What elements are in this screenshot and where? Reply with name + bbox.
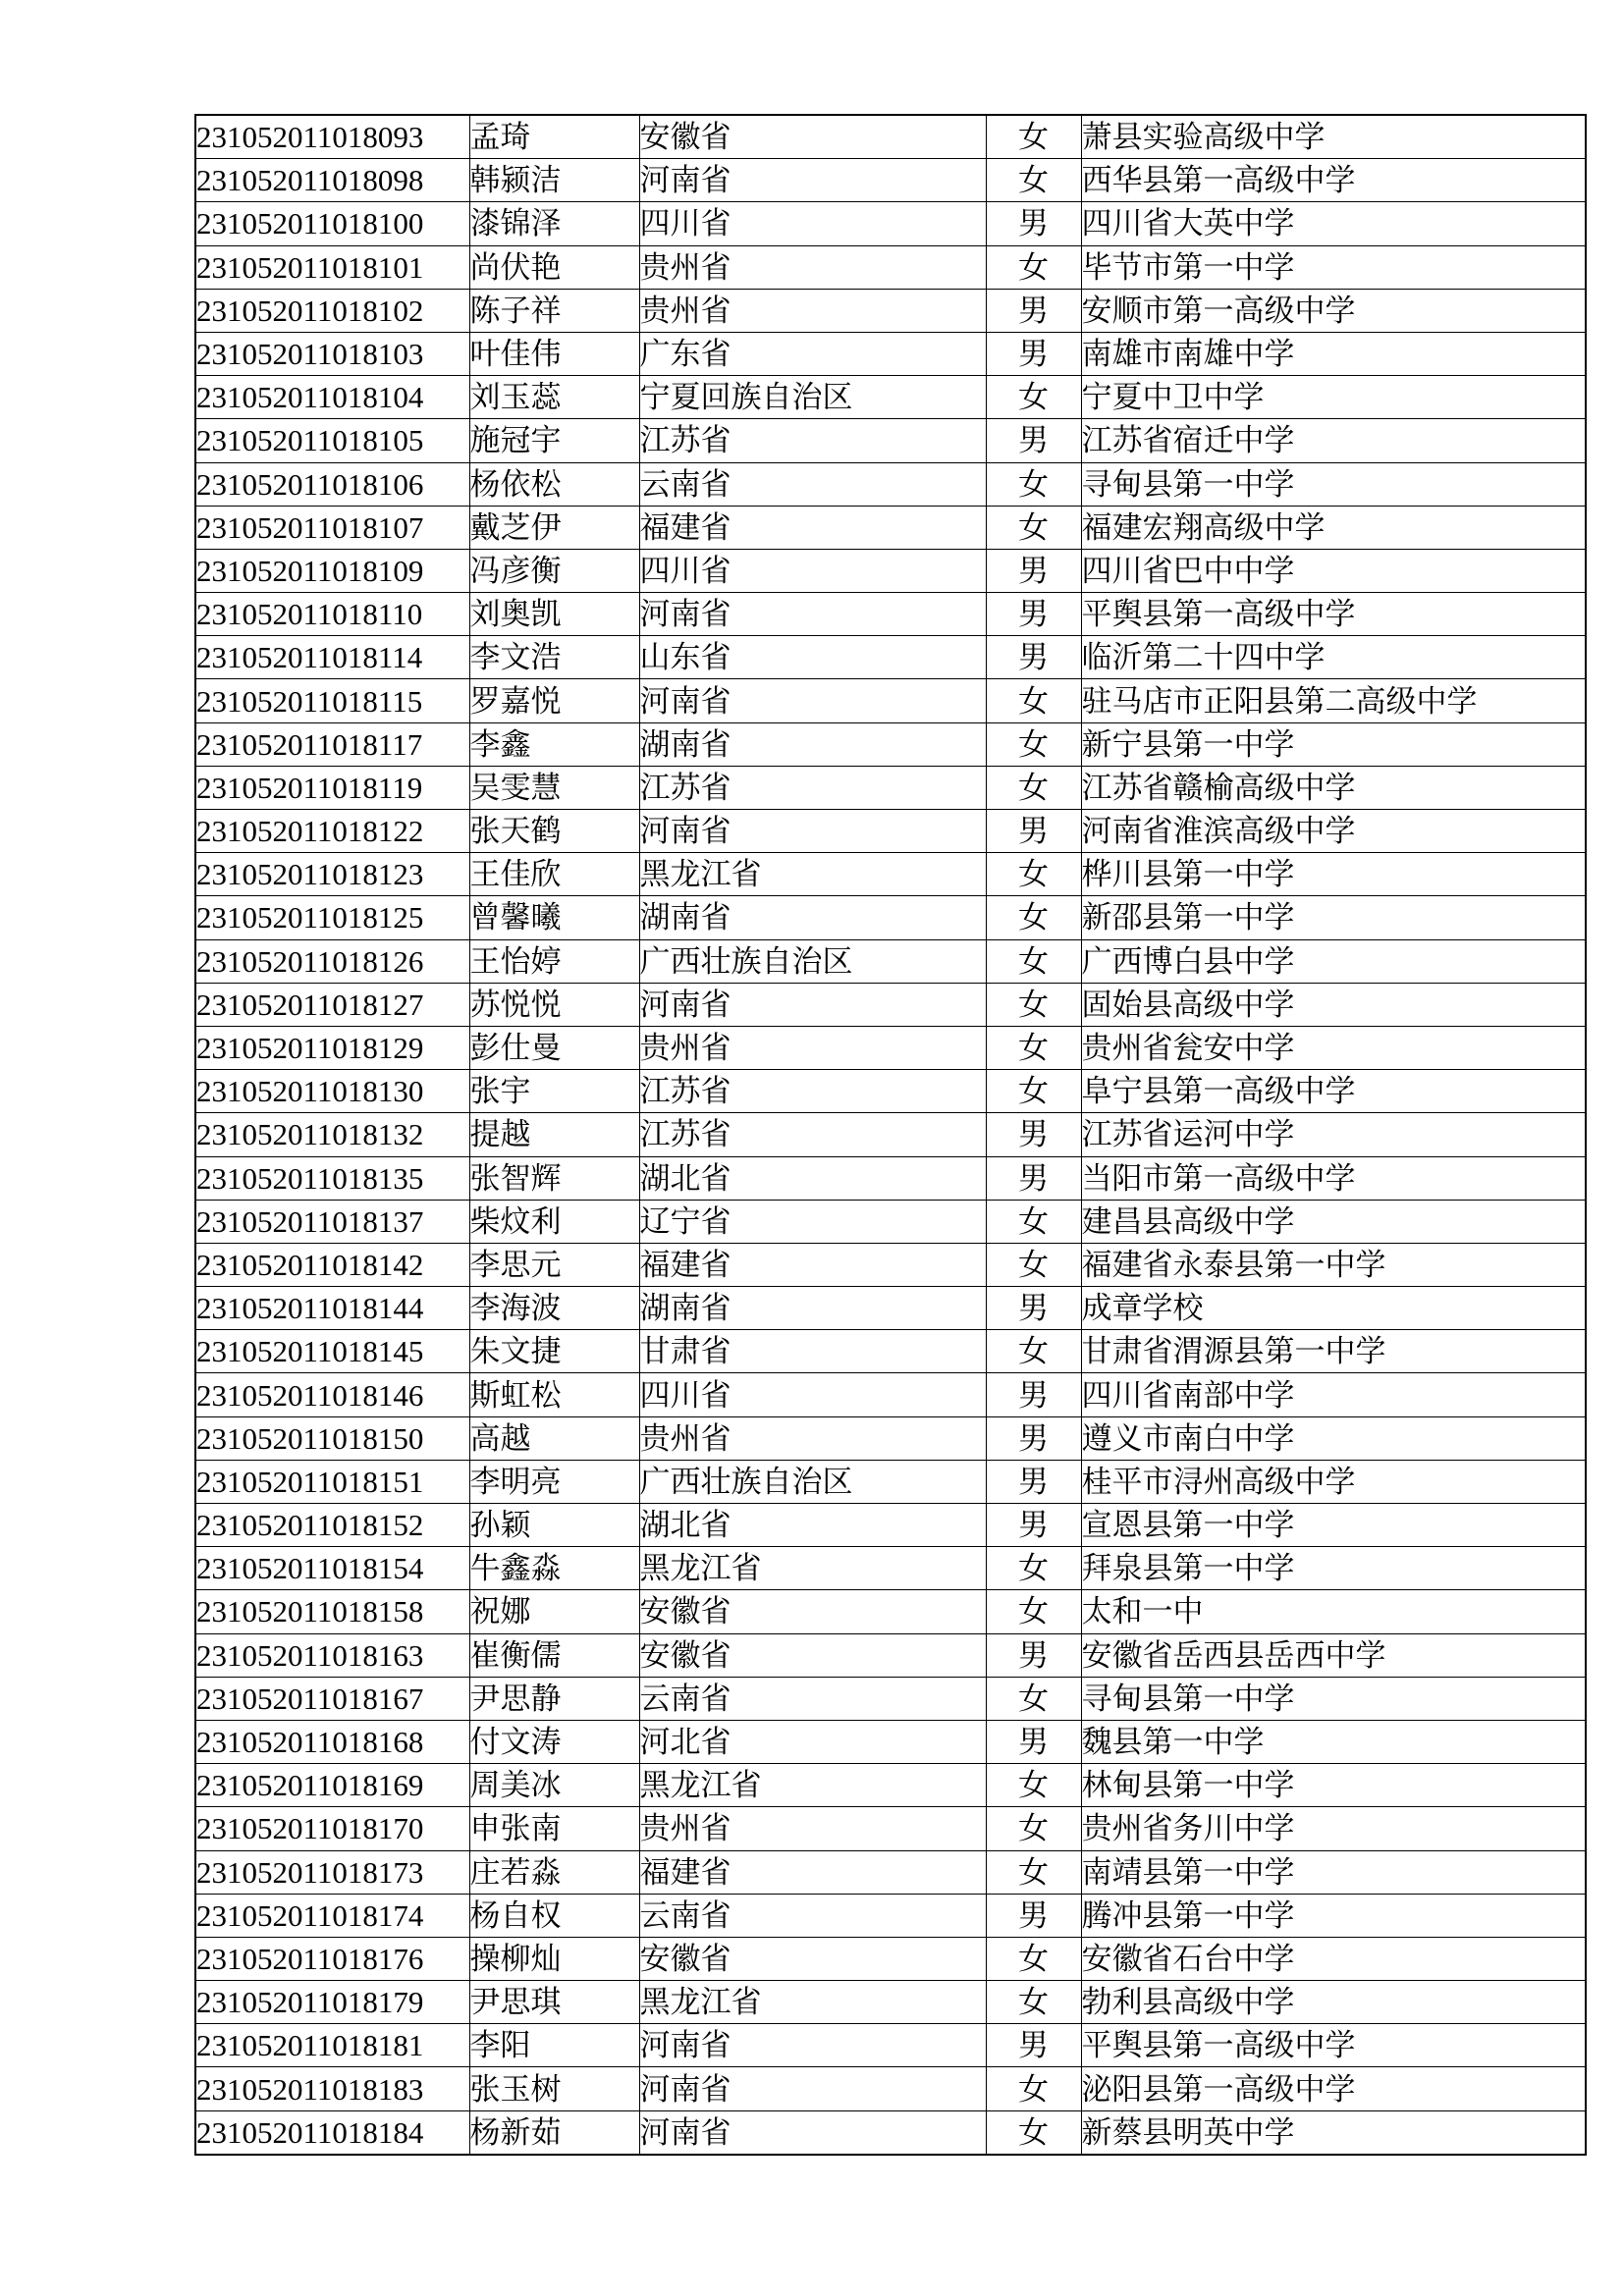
- gender-cell: 女: [986, 1981, 1081, 2024]
- table-row: [195, 419, 1586, 462]
- province-cell: 四川省: [639, 1373, 986, 1416]
- student-name-cell: 朱文捷: [469, 1330, 639, 1373]
- student-roster-table: [194, 114, 1587, 2156]
- student-id-cell: 231052011018158: [195, 1590, 469, 1633]
- province-cell: 江苏省: [639, 1113, 986, 1156]
- student-name-cell: 苏悦悦: [469, 983, 639, 1026]
- school-cell: 遵义市南白中学: [1081, 1416, 1586, 1460]
- gender-cell: 女: [986, 1026, 1081, 1069]
- student-id-cell: 231052011018100: [195, 202, 469, 245]
- student-name-cell: 尹思琪: [469, 1981, 639, 2024]
- province-cell: 宁夏回族自治区: [639, 376, 986, 419]
- student-name-cell: 李鑫: [469, 722, 639, 766]
- province-cell: 江苏省: [639, 419, 986, 462]
- student-id-cell: 231052011018152: [195, 1504, 469, 1547]
- province-cell: 福建省: [639, 1850, 986, 1894]
- student-name-cell: 提越: [469, 1113, 639, 1156]
- school-cell: 广西博白县中学: [1081, 939, 1586, 983]
- province-cell: 安徽省: [639, 1590, 986, 1633]
- table-row: [195, 115, 1586, 159]
- school-cell: 泌阳县第一高级中学: [1081, 2067, 1586, 2110]
- table-row: [195, 462, 1586, 506]
- school-cell: 西华县第一高级中学: [1081, 159, 1586, 202]
- school-cell: 宣恩县第一中学: [1081, 1504, 1586, 1547]
- student-name-cell: 高越: [469, 1416, 639, 1460]
- student-id-cell: 231052011018174: [195, 1894, 469, 1937]
- table-row: [195, 1330, 1586, 1373]
- school-cell: 固始县高级中学: [1081, 983, 1586, 1026]
- gender-cell: 女: [986, 983, 1081, 1026]
- student-id-cell: 231052011018104: [195, 376, 469, 419]
- province-cell: 湖南省: [639, 896, 986, 939]
- province-cell: 甘肃省: [639, 1330, 986, 1373]
- province-cell: 黑龙江省: [639, 1981, 986, 2024]
- table-row: [195, 636, 1586, 679]
- gender-cell: 女: [986, 1937, 1081, 1980]
- gender-cell: 男: [986, 636, 1081, 679]
- student-name-cell: 牛鑫淼: [469, 1547, 639, 1590]
- province-cell: 四川省: [639, 202, 986, 245]
- student-name-cell: 周美冰: [469, 1764, 639, 1807]
- gender-cell: 女: [986, 1200, 1081, 1243]
- student-name-cell: 庄若淼: [469, 1850, 639, 1894]
- student-id-cell: 231052011018154: [195, 1547, 469, 1590]
- student-id-cell: 231052011018129: [195, 1026, 469, 1069]
- table-row: [195, 1287, 1586, 1330]
- table-row: [195, 853, 1586, 896]
- table-row: [195, 159, 1586, 202]
- gender-cell: 男: [986, 1460, 1081, 1503]
- gender-cell: 女: [986, 1764, 1081, 1807]
- province-cell: 贵州省: [639, 1416, 986, 1460]
- province-cell: 河南省: [639, 2067, 986, 2110]
- student-name-cell: 张玉树: [469, 2067, 639, 2110]
- student-name-cell: 李明亮: [469, 1460, 639, 1503]
- gender-cell: 女: [986, 766, 1081, 809]
- province-cell: 贵州省: [639, 289, 986, 332]
- student-id-cell: 231052011018093: [195, 115, 469, 159]
- student-id-cell: 231052011018168: [195, 1720, 469, 1763]
- school-cell: 福建宏翔高级中学: [1081, 506, 1586, 549]
- school-cell: 成章学校: [1081, 1287, 1586, 1330]
- student-id-cell: 231052011018114: [195, 636, 469, 679]
- table-row: [195, 245, 1586, 289]
- student-id-cell: 231052011018145: [195, 1330, 469, 1373]
- school-cell: 桂平市浔州高级中学: [1081, 1460, 1586, 1503]
- province-cell: 贵州省: [639, 1026, 986, 1069]
- student-name-cell: 韩颍洁: [469, 159, 639, 202]
- table-row: [195, 1200, 1586, 1243]
- table-row: [195, 1373, 1586, 1416]
- school-cell: 江苏省运河中学: [1081, 1113, 1586, 1156]
- gender-cell: 男: [986, 1373, 1081, 1416]
- school-cell: 阜宁县第一高级中学: [1081, 1070, 1586, 1113]
- gender-cell: 男: [986, 1894, 1081, 1937]
- gender-cell: 女: [986, 1590, 1081, 1633]
- student-name-cell: 付文涛: [469, 1720, 639, 1763]
- table-row: [195, 1894, 1586, 1937]
- province-cell: 江苏省: [639, 1070, 986, 1113]
- province-cell: 贵州省: [639, 1807, 986, 1850]
- province-cell: 广西壮族自治区: [639, 939, 986, 983]
- gender-cell: 男: [986, 549, 1081, 592]
- gender-cell: 女: [986, 679, 1081, 722]
- table-row: [195, 1937, 1586, 1980]
- table-row: [195, 2024, 1586, 2067]
- province-cell: 河南省: [639, 679, 986, 722]
- gender-cell: 女: [986, 462, 1081, 506]
- student-id-cell: 231052011018142: [195, 1243, 469, 1286]
- table-row: [195, 593, 1586, 636]
- province-cell: 四川省: [639, 549, 986, 592]
- school-cell: 平舆县第一高级中学: [1081, 593, 1586, 636]
- student-id-cell: 231052011018107: [195, 506, 469, 549]
- province-cell: 安徽省: [639, 1937, 986, 1980]
- table-row: [195, 1850, 1586, 1894]
- school-cell: 建昌县高级中学: [1081, 1200, 1586, 1243]
- gender-cell: 女: [986, 1070, 1081, 1113]
- student-name-cell: 申张南: [469, 1807, 639, 1850]
- student-id-cell: 231052011018127: [195, 983, 469, 1026]
- province-cell: 河南省: [639, 983, 986, 1026]
- province-cell: 河北省: [639, 1720, 986, 1763]
- table-row: [195, 202, 1586, 245]
- province-cell: 黑龙江省: [639, 1547, 986, 1590]
- student-id-cell: 231052011018125: [195, 896, 469, 939]
- student-id-cell: 231052011018123: [195, 853, 469, 896]
- table-row: [195, 1807, 1586, 1850]
- student-name-cell: 冯彦衡: [469, 549, 639, 592]
- student-id-cell: 231052011018167: [195, 1677, 469, 1720]
- table-row: [195, 2110, 1586, 2155]
- school-cell: 太和一中: [1081, 1590, 1586, 1633]
- gender-cell: 女: [986, 1850, 1081, 1894]
- student-id-cell: 231052011018163: [195, 1633, 469, 1677]
- table-row: [195, 1460, 1586, 1503]
- table-row: [195, 506, 1586, 549]
- province-cell: 黑龙江省: [639, 853, 986, 896]
- province-cell: 河南省: [639, 810, 986, 853]
- student-id-cell: 231052011018098: [195, 159, 469, 202]
- school-cell: 四川省巴中中学: [1081, 549, 1586, 592]
- table-row: [195, 810, 1586, 853]
- student-name-cell: 彭仕曼: [469, 1026, 639, 1069]
- table-row: [195, 1720, 1586, 1763]
- student-name-cell: 李思元: [469, 1243, 639, 1286]
- student-name-cell: 施冠宇: [469, 419, 639, 462]
- school-cell: 寻甸县第一中学: [1081, 462, 1586, 506]
- province-cell: 云南省: [639, 462, 986, 506]
- student-id-cell: 231052011018126: [195, 939, 469, 983]
- gender-cell: 男: [986, 419, 1081, 462]
- table-row: [195, 289, 1586, 332]
- student-name-cell: 张智辉: [469, 1156, 639, 1200]
- school-cell: 平舆县第一高级中学: [1081, 2024, 1586, 2067]
- school-cell: 毕节市第一中学: [1081, 245, 1586, 289]
- roster-body: [195, 115, 1586, 2155]
- student-name-cell: 张天鹤: [469, 810, 639, 853]
- school-cell: 拜泉县第一中学: [1081, 1547, 1586, 1590]
- school-cell: 安徽省岳西县岳西中学: [1081, 1633, 1586, 1677]
- student-name-cell: 斯虹松: [469, 1373, 639, 1416]
- school-cell: 贵州省瓮安中学: [1081, 1026, 1586, 1069]
- province-cell: 河南省: [639, 2110, 986, 2155]
- gender-cell: 男: [986, 1113, 1081, 1156]
- student-name-cell: 孟琦: [469, 115, 639, 159]
- student-name-cell: 杨依松: [469, 462, 639, 506]
- school-cell: 新宁县第一中学: [1081, 722, 1586, 766]
- gender-cell: 女: [986, 1547, 1081, 1590]
- school-cell: 寻甸县第一中学: [1081, 1677, 1586, 1720]
- student-name-cell: 孙颖: [469, 1504, 639, 1547]
- student-id-cell: 231052011018169: [195, 1764, 469, 1807]
- province-cell: 河南省: [639, 159, 986, 202]
- student-id-cell: 231052011018109: [195, 549, 469, 592]
- student-name-cell: 杨自权: [469, 1894, 639, 1937]
- student-id-cell: 231052011018105: [195, 419, 469, 462]
- student-name-cell: 曾馨曦: [469, 896, 639, 939]
- student-name-cell: 操柳灿: [469, 1937, 639, 1980]
- student-name-cell: 李文浩: [469, 636, 639, 679]
- student-id-cell: 231052011018132: [195, 1113, 469, 1156]
- table-row: [195, 376, 1586, 419]
- student-id-cell: 231052011018102: [195, 289, 469, 332]
- table-row: [195, 1590, 1586, 1633]
- school-cell: 四川省大英中学: [1081, 202, 1586, 245]
- gender-cell: 女: [986, 722, 1081, 766]
- table-row: [195, 1981, 1586, 2024]
- student-id-cell: 231052011018101: [195, 245, 469, 289]
- school-cell: 南雄市南雄中学: [1081, 332, 1586, 375]
- gender-cell: 女: [986, 506, 1081, 549]
- province-cell: 安徽省: [639, 115, 986, 159]
- student-name-cell: 戴芝伊: [469, 506, 639, 549]
- student-name-cell: 刘玉蕊: [469, 376, 639, 419]
- student-id-cell: 231052011018137: [195, 1200, 469, 1243]
- province-cell: 河南省: [639, 593, 986, 636]
- school-cell: 新蔡县明英中学: [1081, 2110, 1586, 2155]
- student-name-cell: 李阳: [469, 2024, 639, 2067]
- province-cell: 福建省: [639, 1243, 986, 1286]
- school-cell: 当阳市第一高级中学: [1081, 1156, 1586, 1200]
- school-cell: 林甸县第一中学: [1081, 1764, 1586, 1807]
- student-id-cell: 231052011018146: [195, 1373, 469, 1416]
- table-row: [195, 2067, 1586, 2110]
- student-id-cell: 231052011018176: [195, 1937, 469, 1980]
- table-row: [195, 896, 1586, 939]
- gender-cell: 女: [986, 115, 1081, 159]
- student-id-cell: 231052011018151: [195, 1460, 469, 1503]
- student-id-cell: 231052011018130: [195, 1070, 469, 1113]
- student-name-cell: 祝娜: [469, 1590, 639, 1633]
- student-id-cell: 231052011018115: [195, 679, 469, 722]
- student-name-cell: 尚伏艳: [469, 245, 639, 289]
- table-row: [195, 939, 1586, 983]
- school-cell: 桦川县第一中学: [1081, 853, 1586, 896]
- gender-cell: 男: [986, 289, 1081, 332]
- gender-cell: 女: [986, 853, 1081, 896]
- student-name-cell: 杨新茹: [469, 2110, 639, 2155]
- student-id-cell: 231052011018110: [195, 593, 469, 636]
- student-id-cell: 231052011018150: [195, 1416, 469, 1460]
- school-cell: 甘肃省渭源县第一中学: [1081, 1330, 1586, 1373]
- student-id-cell: 231052011018181: [195, 2024, 469, 2067]
- gender-cell: 女: [986, 1330, 1081, 1373]
- table-row: [195, 1764, 1586, 1807]
- student-name-cell: 王怡婷: [469, 939, 639, 983]
- province-cell: 湖南省: [639, 722, 986, 766]
- student-id-cell: 231052011018135: [195, 1156, 469, 1200]
- gender-cell: 男: [986, 810, 1081, 853]
- gender-cell: 女: [986, 245, 1081, 289]
- province-cell: 辽宁省: [639, 1200, 986, 1243]
- school-cell: 萧县实验高级中学: [1081, 115, 1586, 159]
- student-id-cell: 231052011018117: [195, 722, 469, 766]
- table-row: [195, 766, 1586, 809]
- table-row: [195, 1243, 1586, 1286]
- student-name-cell: 柴炆利: [469, 1200, 639, 1243]
- school-cell: 南靖县第一中学: [1081, 1850, 1586, 1894]
- school-cell: 安徽省石台中学: [1081, 1937, 1586, 1980]
- student-id-cell: 231052011018106: [195, 462, 469, 506]
- student-name-cell: 漆锦泽: [469, 202, 639, 245]
- province-cell: 福建省: [639, 506, 986, 549]
- school-cell: 江苏省宿迁中学: [1081, 419, 1586, 462]
- school-cell: 新邵县第一中学: [1081, 896, 1586, 939]
- table-row: [195, 679, 1586, 722]
- gender-cell: 女: [986, 159, 1081, 202]
- student-id-cell: 231052011018122: [195, 810, 469, 853]
- province-cell: 江苏省: [639, 766, 986, 809]
- student-id-cell: 231052011018173: [195, 1850, 469, 1894]
- gender-cell: 女: [986, 2067, 1081, 2110]
- student-name-cell: 王佳欣: [469, 853, 639, 896]
- gender-cell: 男: [986, 1720, 1081, 1763]
- school-cell: 四川省南部中学: [1081, 1373, 1586, 1416]
- province-cell: 云南省: [639, 1894, 986, 1937]
- student-name-cell: 刘奥凯: [469, 593, 639, 636]
- student-name-cell: 李海波: [469, 1287, 639, 1330]
- student-id-cell: 231052011018179: [195, 1981, 469, 2024]
- table-row: [195, 332, 1586, 375]
- student-id-cell: 231052011018170: [195, 1807, 469, 1850]
- table-row: [195, 1504, 1586, 1547]
- province-cell: 河南省: [639, 2024, 986, 2067]
- student-id-cell: 231052011018144: [195, 1287, 469, 1330]
- student-name-cell: 罗嘉悦: [469, 679, 639, 722]
- province-cell: 湖北省: [639, 1504, 986, 1547]
- table-row: [195, 549, 1586, 592]
- gender-cell: 女: [986, 1677, 1081, 1720]
- table-row: [195, 722, 1586, 766]
- table-row: [195, 1416, 1586, 1460]
- gender-cell: 男: [986, 1504, 1081, 1547]
- student-name-cell: 吴雯慧: [469, 766, 639, 809]
- school-cell: 腾冲县第一中学: [1081, 1894, 1586, 1937]
- gender-cell: 男: [986, 202, 1081, 245]
- gender-cell: 女: [986, 376, 1081, 419]
- table-row: [195, 1547, 1586, 1590]
- gender-cell: 女: [986, 896, 1081, 939]
- table-row: [195, 983, 1586, 1026]
- gender-cell: 女: [986, 2110, 1081, 2155]
- student-id-cell: 231052011018103: [195, 332, 469, 375]
- table-row: [195, 1113, 1586, 1156]
- gender-cell: 男: [986, 332, 1081, 375]
- student-name-cell: 张宇: [469, 1070, 639, 1113]
- school-cell: 魏县第一中学: [1081, 1720, 1586, 1763]
- province-cell: 湖南省: [639, 1287, 986, 1330]
- school-cell: 贵州省务川中学: [1081, 1807, 1586, 1850]
- province-cell: 广西壮族自治区: [639, 1460, 986, 1503]
- school-cell: 临沂第二十四中学: [1081, 636, 1586, 679]
- student-name-cell: 尹思静: [469, 1677, 639, 1720]
- student-name-cell: 陈子祥: [469, 289, 639, 332]
- gender-cell: 女: [986, 939, 1081, 983]
- gender-cell: 男: [986, 593, 1081, 636]
- school-cell: 勃利县高级中学: [1081, 1981, 1586, 2024]
- gender-cell: 男: [986, 1287, 1081, 1330]
- province-cell: 贵州省: [639, 245, 986, 289]
- school-cell: 安顺市第一高级中学: [1081, 289, 1586, 332]
- province-cell: 云南省: [639, 1677, 986, 1720]
- table-row: [195, 1026, 1586, 1069]
- gender-cell: 男: [986, 1416, 1081, 1460]
- gender-cell: 男: [986, 1633, 1081, 1677]
- gender-cell: 男: [986, 1156, 1081, 1200]
- province-cell: 广东省: [639, 332, 986, 375]
- province-cell: 黑龙江省: [639, 1764, 986, 1807]
- school-cell: 河南省淮滨高级中学: [1081, 810, 1586, 853]
- student-name-cell: 崔衡儒: [469, 1633, 639, 1677]
- gender-cell: 女: [986, 1807, 1081, 1850]
- province-cell: 湖北省: [639, 1156, 986, 1200]
- table-row: [195, 1156, 1586, 1200]
- student-id-cell: 231052011018184: [195, 2110, 469, 2155]
- school-cell: 福建省永泰县第一中学: [1081, 1243, 1586, 1286]
- student-id-cell: 231052011018119: [195, 766, 469, 809]
- table-row: [195, 1633, 1586, 1677]
- school-cell: 江苏省赣榆高级中学: [1081, 766, 1586, 809]
- province-cell: 安徽省: [639, 1633, 986, 1677]
- student-name-cell: 叶佳伟: [469, 332, 639, 375]
- school-cell: 驻马店市正阳县第二高级中学: [1081, 679, 1586, 722]
- gender-cell: 女: [986, 1243, 1081, 1286]
- school-cell: 宁夏中卫中学: [1081, 376, 1586, 419]
- table-row: [195, 1070, 1586, 1113]
- student-id-cell: 231052011018183: [195, 2067, 469, 2110]
- province-cell: 山东省: [639, 636, 986, 679]
- table-row: [195, 1677, 1586, 1720]
- gender-cell: 男: [986, 2024, 1081, 2067]
